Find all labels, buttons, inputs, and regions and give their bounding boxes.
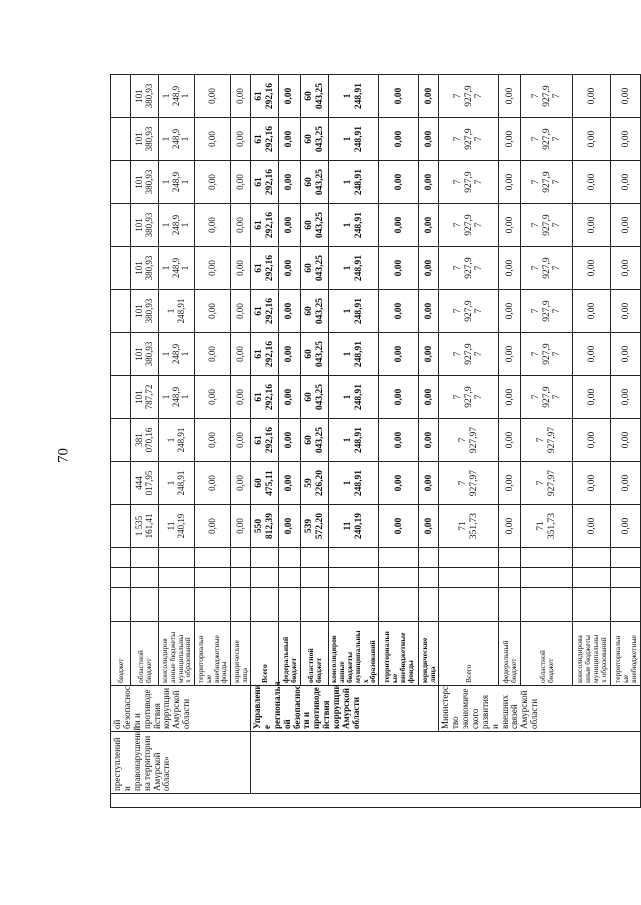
value-cell: 0,00: [195, 290, 231, 333]
empty-cell: [499, 568, 521, 588]
empty-cell: [251, 548, 279, 568]
value-cell: 0,00: [573, 161, 611, 204]
value-cell: 60 043,25: [301, 376, 329, 419]
empty-cell: [419, 548, 439, 568]
empty-cell: [499, 588, 521, 622]
empty-cell: [521, 568, 573, 588]
value-cell: 0,00: [231, 505, 251, 548]
source-cell: консолидирова нные бюджеты муниципальны х образований: [573, 622, 611, 686]
value-cell: 0,00: [231, 290, 251, 333]
value-cell: 0,00: [419, 290, 439, 333]
empty-cell: [279, 568, 301, 588]
value-cell: 0,00: [573, 204, 611, 247]
value-cell: 60 043,25: [301, 204, 329, 247]
source-cell: территориальн ые внебюджетные фонды: [195, 622, 231, 686]
value-cell: 7 927,9 7: [521, 290, 573, 333]
value-cell: 60 043,25: [301, 333, 329, 376]
value-cell: 0,00: [499, 75, 521, 118]
value-cell: 1 535 161,41: [131, 505, 159, 548]
value-cell: 61 292,16: [251, 376, 279, 419]
value-cell: [111, 462, 131, 505]
value-cell: 0,00: [419, 505, 439, 548]
value-cell: 7 927,97: [439, 462, 499, 505]
value-cell: 0,00: [419, 247, 439, 290]
value-cell: 7 927,9 7: [439, 118, 499, 161]
value-cell: 0,00: [573, 75, 611, 118]
value-cell: [111, 204, 131, 247]
value-cell: 7 927,97: [439, 419, 499, 462]
value-cell: 61 292,16: [251, 333, 279, 376]
rotated-table-wrapper: [110, 82, 638, 808]
empty-cell: [439, 568, 499, 588]
value-cell: 0,00: [195, 376, 231, 419]
budget-table: [110, 74, 641, 808]
value-cell: 101 787,72: [131, 376, 159, 419]
table-row: [251, 75, 279, 808]
empty-cell: [611, 548, 641, 568]
value-cell: 61 292,16: [251, 161, 279, 204]
value-cell: 0,00: [573, 419, 611, 462]
source-cell: консолидиров анные бюджеты муниципальны х образований: [159, 622, 195, 686]
value-cell: 1 248,91: [329, 462, 379, 505]
empty-cell: [279, 588, 301, 622]
value-cell: 61 292,16: [251, 247, 279, 290]
value-cell: 1 248,91: [329, 204, 379, 247]
value-cell: 0,00: [611, 75, 641, 118]
value-cell: 71 351,73: [521, 505, 573, 548]
value-cell: 11 240,19: [159, 505, 195, 548]
value-cell: 0,00: [499, 118, 521, 161]
value-cell: 71 351,73: [439, 505, 499, 548]
source-cell: федеральный бюджет: [279, 622, 301, 686]
value-cell: 0,00: [379, 505, 419, 548]
source-cell: территориальн ые внебюджетные: [611, 622, 641, 686]
value-cell: 0,00: [231, 75, 251, 118]
empty-cell: [573, 588, 611, 622]
empty-cell: [131, 548, 159, 568]
empty-cell: [419, 568, 439, 588]
value-cell: 60 475,11: [251, 462, 279, 505]
empty-cell: [159, 548, 195, 568]
value-cell: 0,00: [573, 333, 611, 376]
value-cell: 0,00: [379, 75, 419, 118]
executor-cell: ой безопаснос ти и противоде йствия коррупции Амурской области: [111, 686, 251, 732]
value-cell: 101 380,93: [131, 333, 159, 376]
empty-cell: [439, 588, 499, 622]
value-cell: [111, 75, 131, 118]
value-cell: 0,00: [499, 204, 521, 247]
empty-cell: [439, 548, 499, 568]
value-cell: [111, 376, 131, 419]
value-cell: 1 248,91: [159, 290, 195, 333]
value-cell: 59 226,20: [301, 462, 329, 505]
value-cell: 61 292,16: [251, 204, 279, 247]
empty-cell: [131, 588, 159, 622]
number-column: [111, 794, 641, 808]
value-cell: 1 248,9 1: [159, 247, 195, 290]
value-cell: [111, 247, 131, 290]
value-cell: 101 380,93: [131, 75, 159, 118]
value-cell: 0,00: [279, 333, 301, 376]
value-cell: 0,00: [573, 376, 611, 419]
value-cell: 7 927,9 7: [439, 333, 499, 376]
empty-cell: [379, 588, 419, 622]
value-cell: 0,00: [611, 290, 641, 333]
empty-cell: [159, 568, 195, 588]
value-cell: 1 248,91: [159, 419, 195, 462]
value-cell: 1 248,91: [329, 161, 379, 204]
value-cell: 0,00: [231, 161, 251, 204]
value-cell: 101 380,93: [131, 204, 159, 247]
value-cell: 60 043,25: [301, 419, 329, 462]
value-cell: [111, 505, 131, 548]
value-cell: 1 248,91: [329, 75, 379, 118]
value-cell: 0,00: [419, 75, 439, 118]
empty-cell: [195, 568, 231, 588]
value-cell: [111, 290, 131, 333]
empty-cell: [573, 548, 611, 568]
value-cell: 61 292,16: [251, 118, 279, 161]
value-cell: 7 927,9 7: [521, 161, 573, 204]
value-cell: 0,00: [573, 290, 611, 333]
empty-cell: [111, 568, 131, 588]
value-cell: 0,00: [195, 247, 231, 290]
empty-cell: [231, 568, 251, 588]
value-cell: 0,00: [419, 118, 439, 161]
empty-cell: [379, 568, 419, 588]
value-cell: 0,00: [195, 161, 231, 204]
value-cell: 1 248,9 1: [159, 376, 195, 419]
empty-cell: [301, 568, 329, 588]
value-cell: 539 572,20: [301, 505, 329, 548]
empty-cell: [521, 548, 573, 568]
value-cell: 7 927,9 7: [439, 247, 499, 290]
value-cell: 0,00: [499, 505, 521, 548]
value-cell: 0,00: [279, 75, 301, 118]
source-cell: юридические лица: [231, 622, 251, 686]
value-cell: 0,00: [379, 376, 419, 419]
value-cell: 0,00: [611, 161, 641, 204]
value-cell: 0,00: [379, 247, 419, 290]
value-cell: 0,00: [279, 204, 301, 247]
value-cell: 0,00: [419, 376, 439, 419]
value-cell: 0,00: [279, 376, 301, 419]
value-cell: 0,00: [611, 333, 641, 376]
value-cell: 0,00: [195, 75, 231, 118]
value-cell: 0,00: [379, 333, 419, 376]
value-cell: 0,00: [419, 333, 439, 376]
executor-cell: Управлени е региональн ой безопаснос ти и противоде йствия коррупции Амурской области: [251, 686, 439, 732]
value-cell: 0,00: [195, 462, 231, 505]
value-cell: 550 812,39: [251, 505, 279, 548]
value-cell: 0,00: [573, 247, 611, 290]
value-cell: 0,00: [195, 333, 231, 376]
value-cell: 101 380,93: [131, 118, 159, 161]
value-cell: 0,00: [195, 505, 231, 548]
value-cell: 1 248,9 1: [159, 161, 195, 204]
value-cell: 0,00: [611, 118, 641, 161]
source-cell: бюджет: [111, 622, 131, 686]
empty-cell: [159, 588, 195, 622]
value-cell: 0,00: [611, 462, 641, 505]
value-cell: [111, 333, 131, 376]
value-cell: 0,00: [279, 118, 301, 161]
goal-cell: [251, 732, 641, 794]
value-cell: 1 248,91: [329, 118, 379, 161]
value-cell: 7 927,9 7: [521, 118, 573, 161]
empty-cell: [195, 588, 231, 622]
empty-cell: [279, 548, 301, 568]
empty-cell: [573, 568, 611, 588]
empty-cell: [301, 548, 329, 568]
empty-cell: [251, 568, 279, 588]
executor-cell: Министерс тво экономиче ского развития и внешних связей Амурской области: [439, 686, 641, 732]
value-cell: 0,00: [573, 118, 611, 161]
value-cell: 0,00: [379, 462, 419, 505]
value-cell: 0,00: [279, 505, 301, 548]
value-cell: 444 017,95: [131, 462, 159, 505]
value-cell: 0,00: [379, 419, 419, 462]
empty-cell: [379, 548, 419, 568]
empty-cell: [231, 588, 251, 622]
value-cell: 0,00: [499, 290, 521, 333]
empty-cell: [521, 588, 573, 622]
value-cell: [111, 161, 131, 204]
value-cell: 7 927,97: [521, 419, 573, 462]
value-cell: 60 043,25: [301, 118, 329, 161]
value-cell: 0,00: [279, 462, 301, 505]
table-row: [111, 75, 131, 808]
value-cell: 0,00: [195, 419, 231, 462]
empty-cell: [301, 588, 329, 622]
goal-cell: преступлений и правонарушений на территории Амурской области»: [111, 732, 251, 794]
value-cell: 11 240,19: [329, 505, 379, 548]
value-cell: 0,00: [279, 247, 301, 290]
table-row: [439, 75, 499, 808]
value-cell: 7 927,9 7: [439, 376, 499, 419]
value-cell: 60 043,25: [301, 290, 329, 333]
value-cell: 61 292,16: [251, 290, 279, 333]
empty-cell: [329, 548, 379, 568]
source-cell: областной бюджет: [301, 622, 329, 686]
value-cell: 0,00: [611, 505, 641, 548]
value-cell: 1 248,91: [329, 247, 379, 290]
value-cell: 0,00: [611, 376, 641, 419]
value-cell: 0,00: [419, 462, 439, 505]
value-cell: 0,00: [195, 118, 231, 161]
value-cell: 101 380,93: [131, 161, 159, 204]
value-cell: 0,00: [499, 333, 521, 376]
value-cell: 0,00: [231, 204, 251, 247]
value-cell: 60 043,25: [301, 161, 329, 204]
value-cell: 101 380,93: [131, 247, 159, 290]
value-cell: 7 927,9 7: [439, 75, 499, 118]
value-cell: 1 248,91: [329, 333, 379, 376]
value-cell: 7 927,9 7: [521, 376, 573, 419]
value-cell: 1 248,91: [329, 376, 379, 419]
value-cell: 7 927,9 7: [439, 290, 499, 333]
value-cell: 0,00: [379, 290, 419, 333]
value-cell: 0,00: [419, 419, 439, 462]
value-cell: 381 070,16: [131, 419, 159, 462]
value-cell: 0,00: [231, 333, 251, 376]
value-cell: 0,00: [499, 419, 521, 462]
value-cell: 61 292,16: [251, 75, 279, 118]
value-cell: 0,00: [379, 161, 419, 204]
value-cell: 1 248,91: [159, 462, 195, 505]
value-cell: 0,00: [231, 419, 251, 462]
value-cell: 60 043,25: [301, 247, 329, 290]
empty-cell: [611, 568, 641, 588]
empty-cell: [111, 548, 131, 568]
value-cell: 0,00: [279, 161, 301, 204]
value-cell: 0,00: [279, 419, 301, 462]
value-cell: 0,00: [611, 247, 641, 290]
value-cell: 0,00: [499, 161, 521, 204]
value-cell: 1 248,9 1: [159, 204, 195, 247]
source-cell: областной бюджет: [521, 622, 573, 686]
empty-cell: [111, 588, 131, 622]
value-cell: 0,00: [379, 118, 419, 161]
value-cell: 1 248,9 1: [159, 75, 195, 118]
source-cell: территориальн ые внебюджетные фонды: [379, 622, 419, 686]
value-cell: [111, 419, 131, 462]
value-cell: [111, 118, 131, 161]
value-cell: 0,00: [611, 419, 641, 462]
value-cell: 0,00: [231, 462, 251, 505]
value-cell: 1 248,91: [329, 419, 379, 462]
empty-cell: [131, 568, 159, 588]
empty-cell: [499, 548, 521, 568]
value-cell: 7 927,9 7: [521, 75, 573, 118]
empty-cell: [329, 568, 379, 588]
value-cell: 61 292,16: [251, 419, 279, 462]
empty-cell: [231, 548, 251, 568]
value-cell: 0,00: [499, 376, 521, 419]
value-cell: 7 927,9 7: [439, 204, 499, 247]
value-cell: 7 927,9 7: [521, 204, 573, 247]
source-cell: юридические лица: [419, 622, 439, 686]
value-cell: 0,00: [611, 204, 641, 247]
value-cell: 60 043,25: [301, 75, 329, 118]
value-cell: 7 927,9 7: [521, 333, 573, 376]
value-cell: 0,00: [573, 462, 611, 505]
empty-cell: [419, 588, 439, 622]
value-cell: 1 248,9 1: [159, 333, 195, 376]
source-cell: Всего: [439, 622, 499, 686]
value-cell: 0,00: [499, 247, 521, 290]
value-cell: 0,00: [573, 505, 611, 548]
value-cell: 7 927,9 7: [439, 161, 499, 204]
empty-cell: [251, 588, 279, 622]
source-cell: областной бюджет: [131, 622, 159, 686]
page-number: 70: [55, 448, 72, 463]
value-cell: 0,00: [279, 290, 301, 333]
value-cell: 0,00: [231, 376, 251, 419]
value-cell: 7 927,97: [521, 462, 573, 505]
empty-cell: [195, 548, 231, 568]
source-cell: Всего: [251, 622, 279, 686]
value-cell: 0,00: [231, 247, 251, 290]
source-cell: консолидиров анные бюджеты муниципальны х образований: [329, 622, 379, 686]
value-cell: 0,00: [499, 462, 521, 505]
value-cell: 0,00: [379, 204, 419, 247]
empty-cell: [611, 588, 641, 622]
empty-cell: [329, 588, 379, 622]
value-cell: 1 248,91: [329, 290, 379, 333]
value-cell: 0,00: [231, 118, 251, 161]
value-cell: 1 248,9 1: [159, 118, 195, 161]
value-cell: 7 927,9 7: [521, 247, 573, 290]
value-cell: 0,00: [195, 204, 231, 247]
source-cell: федеральный бюджет: [499, 622, 521, 686]
value-cell: 0,00: [419, 204, 439, 247]
value-cell: 101 380,93: [131, 290, 159, 333]
value-cell: 0,00: [419, 161, 439, 204]
